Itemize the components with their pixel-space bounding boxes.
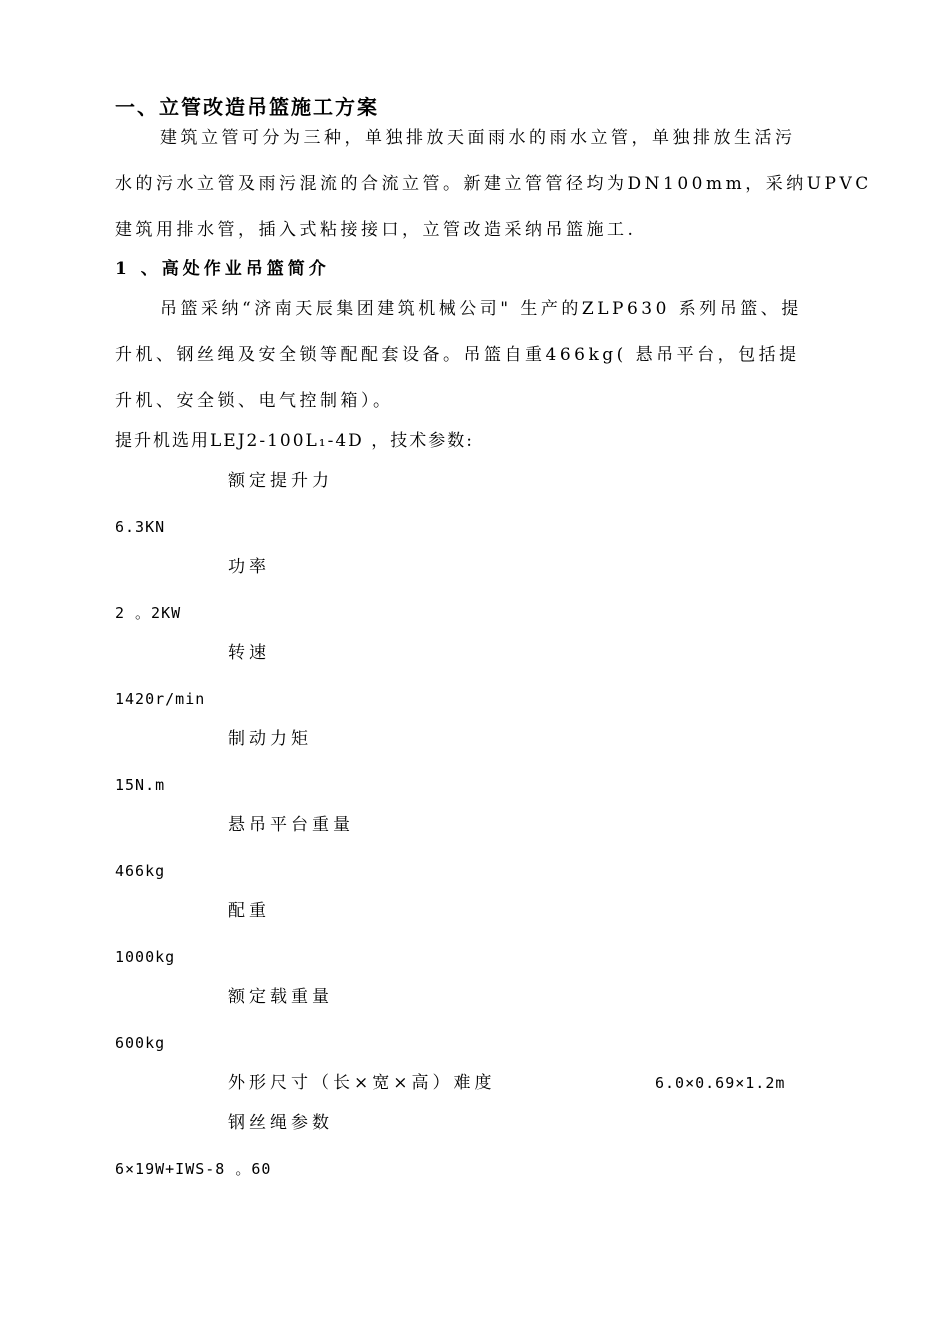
dimension-spec-value: 6.0×0.69×1.2m — [655, 1074, 786, 1092]
intro-line-3: 建筑用排水管，插入式粘接接口，立管改造采纳吊篮施工. — [115, 220, 637, 240]
spec-name: 配重 — [228, 901, 270, 921]
description-line-2: 升机、钢丝绳及安全锁等配配套设备。吊篮自重466kg( 悬吊平台，包括提 — [115, 345, 800, 365]
description-line-1: 吊篮采纳“济南天辰集团建筑机械公司" 生产的ZLP630 系列吊篮、提 — [160, 299, 802, 319]
spec-value: 466kg — [115, 862, 166, 880]
rope-spec-value: 6×19W+IWS-8 。60 — [115, 1160, 272, 1178]
spec-name: 悬吊平台重量 — [228, 815, 354, 835]
spec-value: 1000kg — [115, 948, 176, 966]
spec-name: 制动力矩 — [228, 729, 312, 749]
spec-value: 600kg — [115, 1034, 166, 1052]
spec-name: 额定载重量 — [228, 987, 333, 1007]
section-title: 一、立管改造吊篮施工方案 — [115, 95, 379, 119]
rope-spec-name: 钢丝绳参数 — [228, 1113, 333, 1133]
subsection-title: 1 、高处作业吊篮简介 — [115, 259, 330, 279]
description-line-3: 升机、安全锁、电气控制箱）。 — [115, 391, 394, 411]
intro-line-2: 水的污水立管及雨污混流的合流立管。新建立管管径均为DN100mm，采纳UPVC — [115, 174, 872, 194]
dimension-spec-name: 外形尺寸（长×宽×高）难度 — [228, 1073, 496, 1093]
spec-name: 额定提升力 — [228, 471, 333, 491]
spec-name: 功率 — [228, 557, 270, 577]
spec-value: 6.3KN — [115, 518, 166, 536]
spec-value: 1420r/min — [115, 690, 206, 708]
spec-name: 转速 — [228, 643, 270, 663]
intro-line-1: 建筑立管可分为三种，单独排放天面雨水的雨水立管，单独排放生活污 — [160, 128, 796, 148]
spec-value: 15N.m — [115, 776, 166, 794]
hoist-model-line: 提升机选用LEJ2-100L₁-4D ，技术参数: — [115, 431, 474, 451]
spec-value: 2 。2KW — [115, 604, 182, 622]
